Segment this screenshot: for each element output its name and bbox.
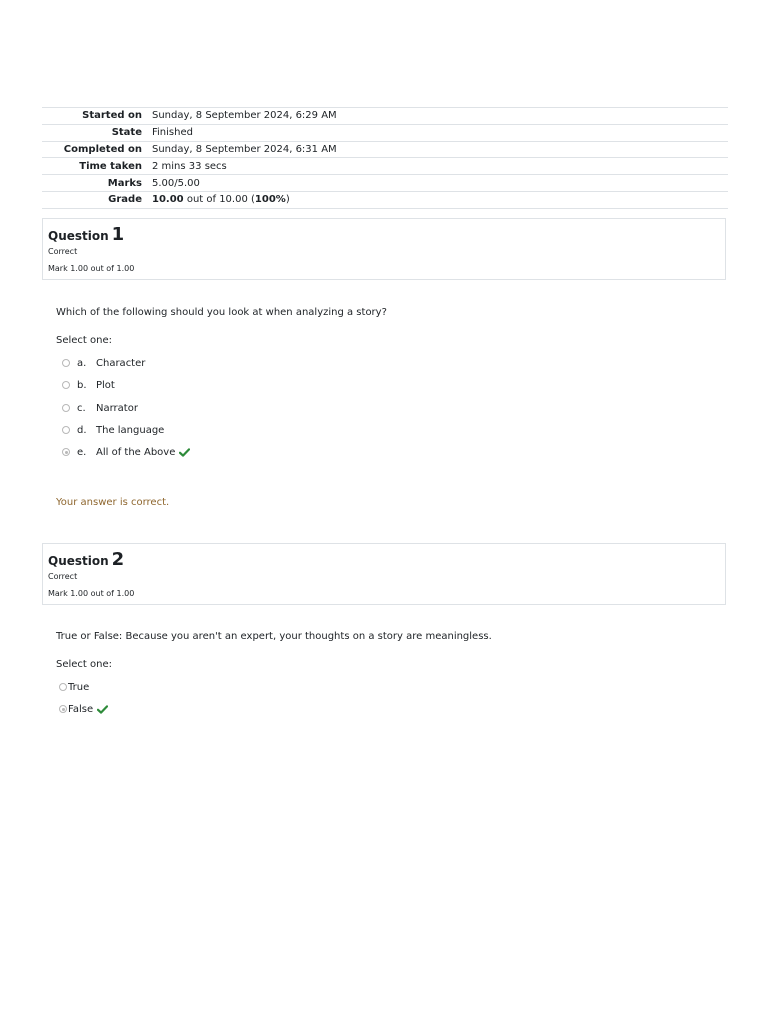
- question-1-option-e[interactable]: [62, 445, 190, 459]
- question-mark: Mark 1.00 out of 1.00: [48, 264, 135, 273]
- question-number-value: 2: [111, 549, 125, 570]
- question-1-text: Which of the following should you look at when analyzing a story?: [56, 307, 387, 318]
- question-label: Question: [48, 229, 109, 243]
- question-mark: Mark 1.00 out of 1.00: [48, 589, 135, 598]
- question-number: [48, 549, 124, 570]
- option-letter: d.: [77, 424, 87, 436]
- summary-value: 2 mins 33 secs: [152, 160, 227, 172]
- summary-row-marks: [42, 175, 728, 192]
- question-number: [48, 224, 124, 245]
- question-number-value: 1: [111, 224, 125, 245]
- summary-value: 5.00/5.00: [152, 177, 200, 189]
- question-1-option-a[interactable]: [62, 356, 145, 370]
- radio-button[interactable]: [62, 404, 70, 412]
- summary-label: Time taken: [79, 160, 142, 172]
- summary-value: Finished: [152, 127, 193, 139]
- option-label[interactable]: All of the Above: [96, 446, 176, 458]
- question-1-prompt: Select one:: [56, 335, 113, 346]
- grade-score: 10.00: [152, 194, 184, 206]
- question-2-prompt: Select one:: [56, 659, 113, 670]
- summary-row-grade: [42, 191, 728, 208]
- grade-close: ): [285, 194, 290, 206]
- radio-button-selected[interactable]: [59, 705, 67, 713]
- option-label[interactable]: Narrator: [96, 402, 138, 414]
- check-icon: [97, 705, 108, 714]
- attempt-summary-table: [42, 107, 728, 209]
- summary-row-completed-on: [42, 141, 728, 158]
- question-state: Correct: [48, 572, 78, 581]
- radio-button[interactable]: [59, 683, 67, 691]
- summary-value: [152, 191, 728, 208]
- option-letter: b.: [77, 379, 87, 391]
- option-label[interactable]: Plot: [96, 379, 115, 391]
- summary-row-started-on: [42, 108, 728, 125]
- radio-button-selected[interactable]: [62, 448, 70, 456]
- check-icon: [179, 448, 190, 457]
- option-label[interactable]: Character: [96, 357, 146, 369]
- grade-percent: 100%: [254, 194, 286, 206]
- radio-button[interactable]: [62, 381, 70, 389]
- summary-label: State: [111, 127, 142, 139]
- question-1-info: [42, 218, 726, 280]
- option-letter: c.: [77, 402, 86, 414]
- summary-value: Sunday, 8 September 2024, 6:29 AM: [152, 110, 337, 122]
- option-label[interactable]: True: [68, 681, 90, 693]
- question-2-option-false[interactable]: [59, 702, 108, 716]
- question-2-text: True or False: Because you aren't an expert, your thoughts on a story are meaningless.: [56, 631, 492, 642]
- summary-label: Marks: [107, 177, 142, 189]
- radio-button[interactable]: [62, 359, 70, 367]
- summary-label: Started on: [82, 110, 142, 122]
- question-1-option-c[interactable]: [62, 401, 138, 415]
- question-label: Question: [48, 554, 109, 568]
- grade-out-of: out of 10.00 (: [183, 194, 255, 206]
- question-2-info: [42, 543, 726, 605]
- summary-label: Grade: [108, 194, 142, 206]
- option-letter: a.: [77, 357, 87, 369]
- summary-row-state: [42, 124, 728, 141]
- question-1-option-b[interactable]: [62, 378, 115, 392]
- summary-value: Sunday, 8 September 2024, 6:31 AM: [152, 143, 337, 155]
- option-label[interactable]: The language: [96, 424, 165, 436]
- option-label[interactable]: False: [68, 703, 94, 715]
- radio-button[interactable]: [62, 426, 70, 434]
- question-state: Correct: [48, 247, 78, 256]
- question-1-feedback: Your answer is correct.: [56, 497, 170, 508]
- option-letter: e.: [77, 446, 87, 458]
- question-1-option-d[interactable]: [62, 423, 164, 437]
- summary-row-time-taken: [42, 158, 728, 175]
- summary-label: Completed on: [63, 143, 142, 155]
- question-2-option-true[interactable]: [59, 680, 89, 694]
